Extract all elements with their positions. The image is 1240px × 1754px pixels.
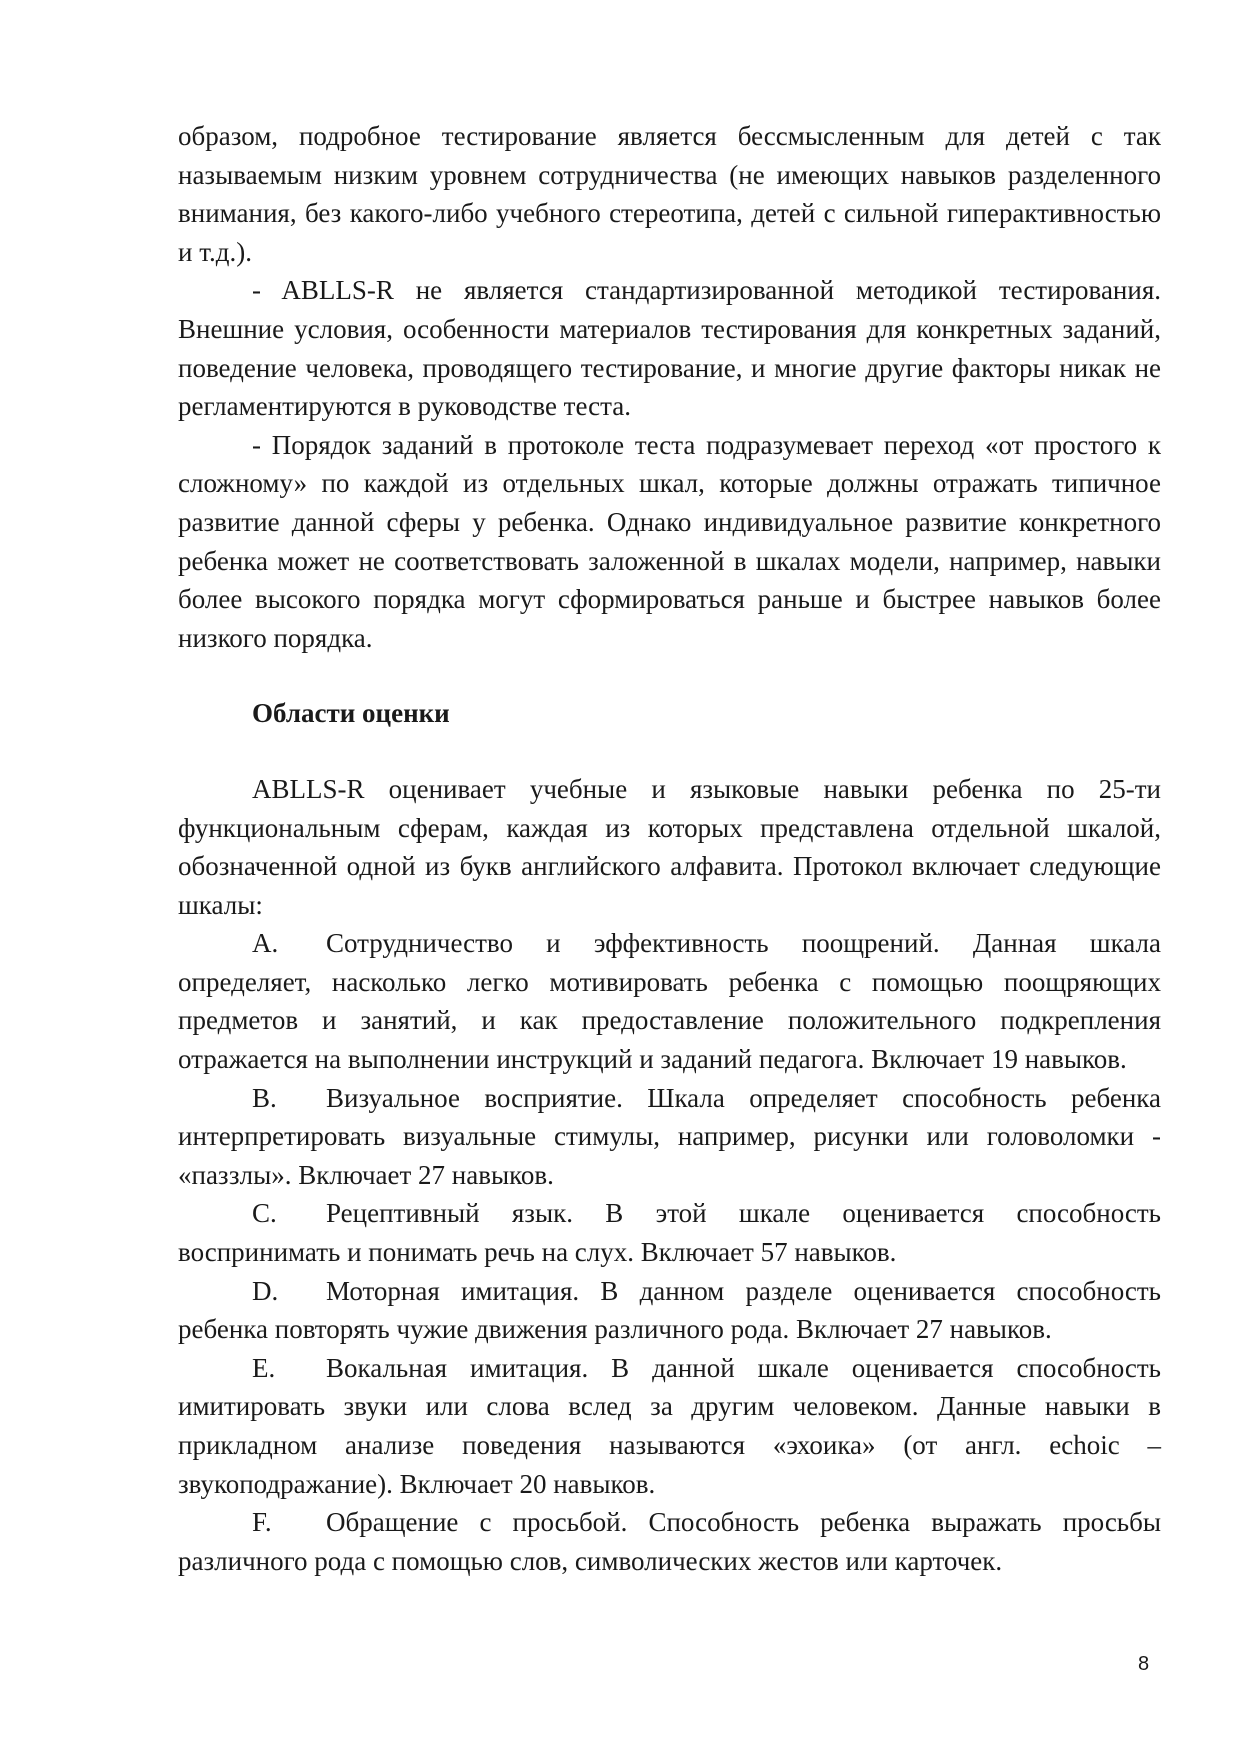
scale-description: Рецептивный язык. В этой шкале оценивается способность воспринимать и понимать речь на слух. Включает 57 навыков. <box>178 1198 1161 1268</box>
scale-item-a <box>178 924 1161 1078</box>
paragraph-not-standardized: - ABLLS-R не является стандартизированной методикой тестирования. Внешние условия, особенности материалов тестирования для конкретных заданий, поведение человека, проводящего тестирование, и многие другие факторы никак не регламентируются в руководстве теста. <box>178 275 1161 422</box>
paragraph-continuation: образом, подробное тестирование является бессмысленным для детей с так называемым низким уровнем сотрудничества (не имеющих навыков разделенного внимания, без какого-либо учебного стереотипа, детей с сильной гиперактивностью и т.д.). <box>178 121 1161 267</box>
scale-description: Сотрудничество и эффективность поощрений. Данная шкала определяет, насколько легко мотивировать ребенка с помощью поощряющих предметов и занятий, и как предоставление положительного подкрепления отражается на выполнении инструкций и заданий педагога. Включает 19 навыков. <box>178 928 1161 1075</box>
scale-description: Моторная имитация. В данном разделе оценивается способность ребенка повторять чужие движения различного рода. Включает 27 навыков. <box>178 1275 1161 1345</box>
section-heading: Области оценки <box>252 698 450 729</box>
scale-letter: B. <box>252 1082 277 1113</box>
scale-item-f <box>178 1503 1161 1580</box>
body-text <box>178 117 1161 1580</box>
scale-letter: C. <box>252 1198 277 1229</box>
scale-item-d <box>178 1272 1161 1349</box>
scale-letter: D. <box>252 1275 279 1306</box>
scale-description: Вокальная имитация. В данной шкале оценивается способность имитировать звуки или слова вслед за другим человеком. Данные навыки в прикладном анализе поведения называются «эхоика» (от англ. echoic – звукоподражание). Включает 20 навыков. <box>178 1352 1161 1499</box>
section-intro: ABLLS-R оценивает учебные и языковые навыки ребенка по 25-ти функциональным сферам, каждая из которых представлена отдельной шкалой, обозначенной одной из букв английского алфавита. Протокол включает следующие шкалы: <box>178 773 1161 920</box>
paragraph-task-order: - Порядок заданий в протоколе теста подразумевает переход «от простого к сложному» по каждой из отдельных шкал, которые должны отражать типичное развитие данной сферы у ребенка. Однако индивидуальное развитие конкретного ребенка может не соответствовать заложенной в шкалах модели, например, навыки более высокого порядка могут сформироваться раньше и быстрее навыков более низкого порядка. <box>178 429 1161 653</box>
scale-letter: A. <box>252 928 279 959</box>
scale-item-e <box>178 1349 1161 1503</box>
scale-letter: F. <box>252 1507 272 1538</box>
scale-item-c <box>178 1194 1161 1271</box>
scale-description: Обращение с просьбой. Способность ребенка выражать просьбы различного рода с помощью слов, символических жестов или карточек. <box>178 1507 1161 1576</box>
scale-letter: E. <box>252 1352 276 1383</box>
scale-item-b <box>178 1079 1161 1195</box>
page-number: 8 <box>1138 1653 1150 1675</box>
scale-description: Визуальное восприятие. Шкала определяет способность ребенка интерпретировать визуальные стимулы, например, рисунки или головоломки - «паззлы». Включает 27 навыков. <box>178 1082 1161 1190</box>
